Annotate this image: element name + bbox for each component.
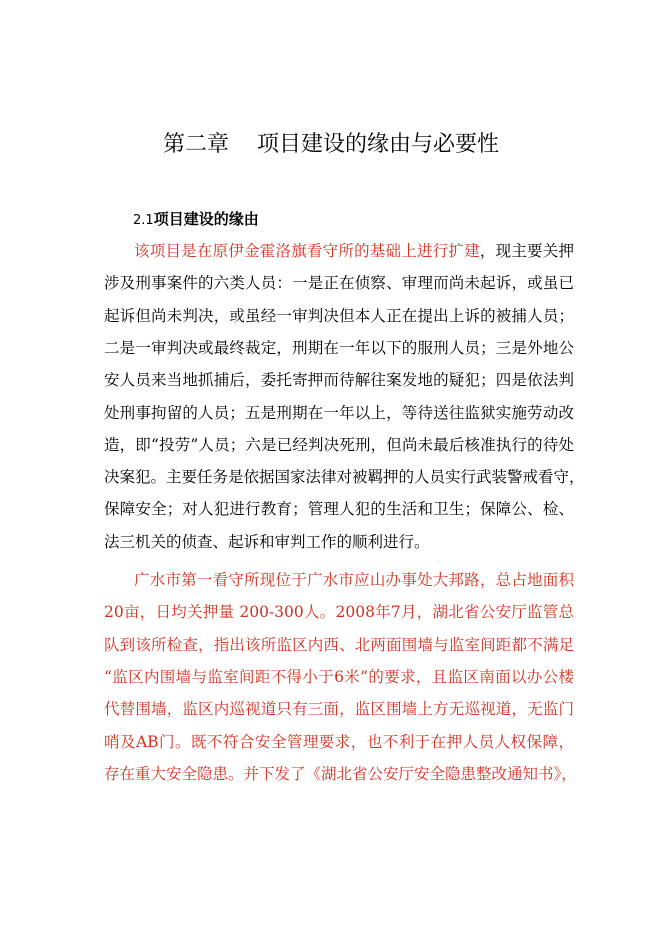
text-segment: 处刑事拘留的人员；五是刑期在一年以上，等待送往监狱实施劳动改 [104, 403, 574, 422]
text-segment: 队到该所检查，指出该所监区内西、北两面围墙与监室间距都不满足 [104, 635, 574, 654]
section-title: 项目建设的缘由 [153, 210, 259, 228]
paragraph-2-line [104, 600, 574, 624]
paragraph-1-line [104, 530, 574, 554]
paragraph-2-line [104, 762, 577, 786]
text-segment: 该项目是在原伊金霍洛旗看守所的基础上进行扩建 [134, 242, 480, 260]
text-segment: 二是一审判决或最终裁定，刑期在一年以下的服刑人员；三是外地公 [104, 338, 574, 357]
text-segment: 造，即“投劳”人员；六是已经判决死刑，但尚未最后核准执行的待处 [104, 435, 574, 454]
paragraph-1-line [104, 465, 585, 489]
paragraph-1-line [134, 239, 574, 263]
text-segment: 代替围墙，监区内巡视道只有三面，监区围墙上方无巡视道，无监门 [104, 700, 574, 719]
text-segment: 法三机关的侦查、起诉和审判工作的顺利进行。 [104, 532, 430, 551]
text-segment: ，现主要关押 [479, 242, 574, 260]
paragraph-1-line [104, 401, 574, 425]
text-segment: 哨及AB门。既不符合安全管理要求，也不利于在押人员人权保障， [104, 732, 574, 751]
paragraph-2-line [104, 633, 574, 657]
paragraph-2-line [134, 568, 574, 592]
paragraph-1-line [104, 368, 574, 392]
text-segment: 20亩，日均关押量 200-300人。2008年7月，湖北省公安厅监管总 [104, 603, 574, 622]
text-segment: 广水市第一看守所现位于广水市应山办事处大邦路，总占地面积 [134, 571, 574, 589]
paragraph-1-line [104, 304, 574, 328]
chapter-title: 第二章 项目建设的缘由与必要性 [163, 132, 499, 157]
section-number: 2.1 [133, 213, 154, 228]
section-heading [133, 208, 259, 232]
text-segment: 保障安全；对人犯进行教育；管理人犯的生活和卫生；保障公、检、 [104, 500, 574, 519]
text-segment: 安人员来当地抓捕后，委托寄押而待解往案发地的疑犯；四是依法判 [104, 371, 574, 390]
text-segment: 存在重大安全隐患。并下发了《湖北省公安厅安全隐患整改通知书》， [104, 764, 577, 783]
paragraph-2-line [104, 730, 574, 754]
text-segment: “监区内围墙与监室间距不得小于6米”的要求，且监区南面以办公楼 [104, 667, 574, 686]
paragraph-1-line [104, 497, 574, 521]
text-segment: 涉及刑事案件的六类人员：一是正在侦察、审理而尚未起诉，或虽已 [104, 274, 574, 293]
paragraph-1-line [104, 433, 574, 457]
paragraph-2-line [104, 697, 574, 721]
paragraph-1-line [104, 336, 574, 360]
text-segment: 决案犯。主要任务是依据国家法律对被羁押的人员实行武装警戒看守， [104, 468, 585, 487]
paragraph-2-line [104, 665, 574, 689]
text-segment: 起诉但尚未判决，或虽经一审判决但本人正在提出上诉的被捕人员； [104, 306, 574, 325]
paragraph-1-line [104, 271, 574, 295]
